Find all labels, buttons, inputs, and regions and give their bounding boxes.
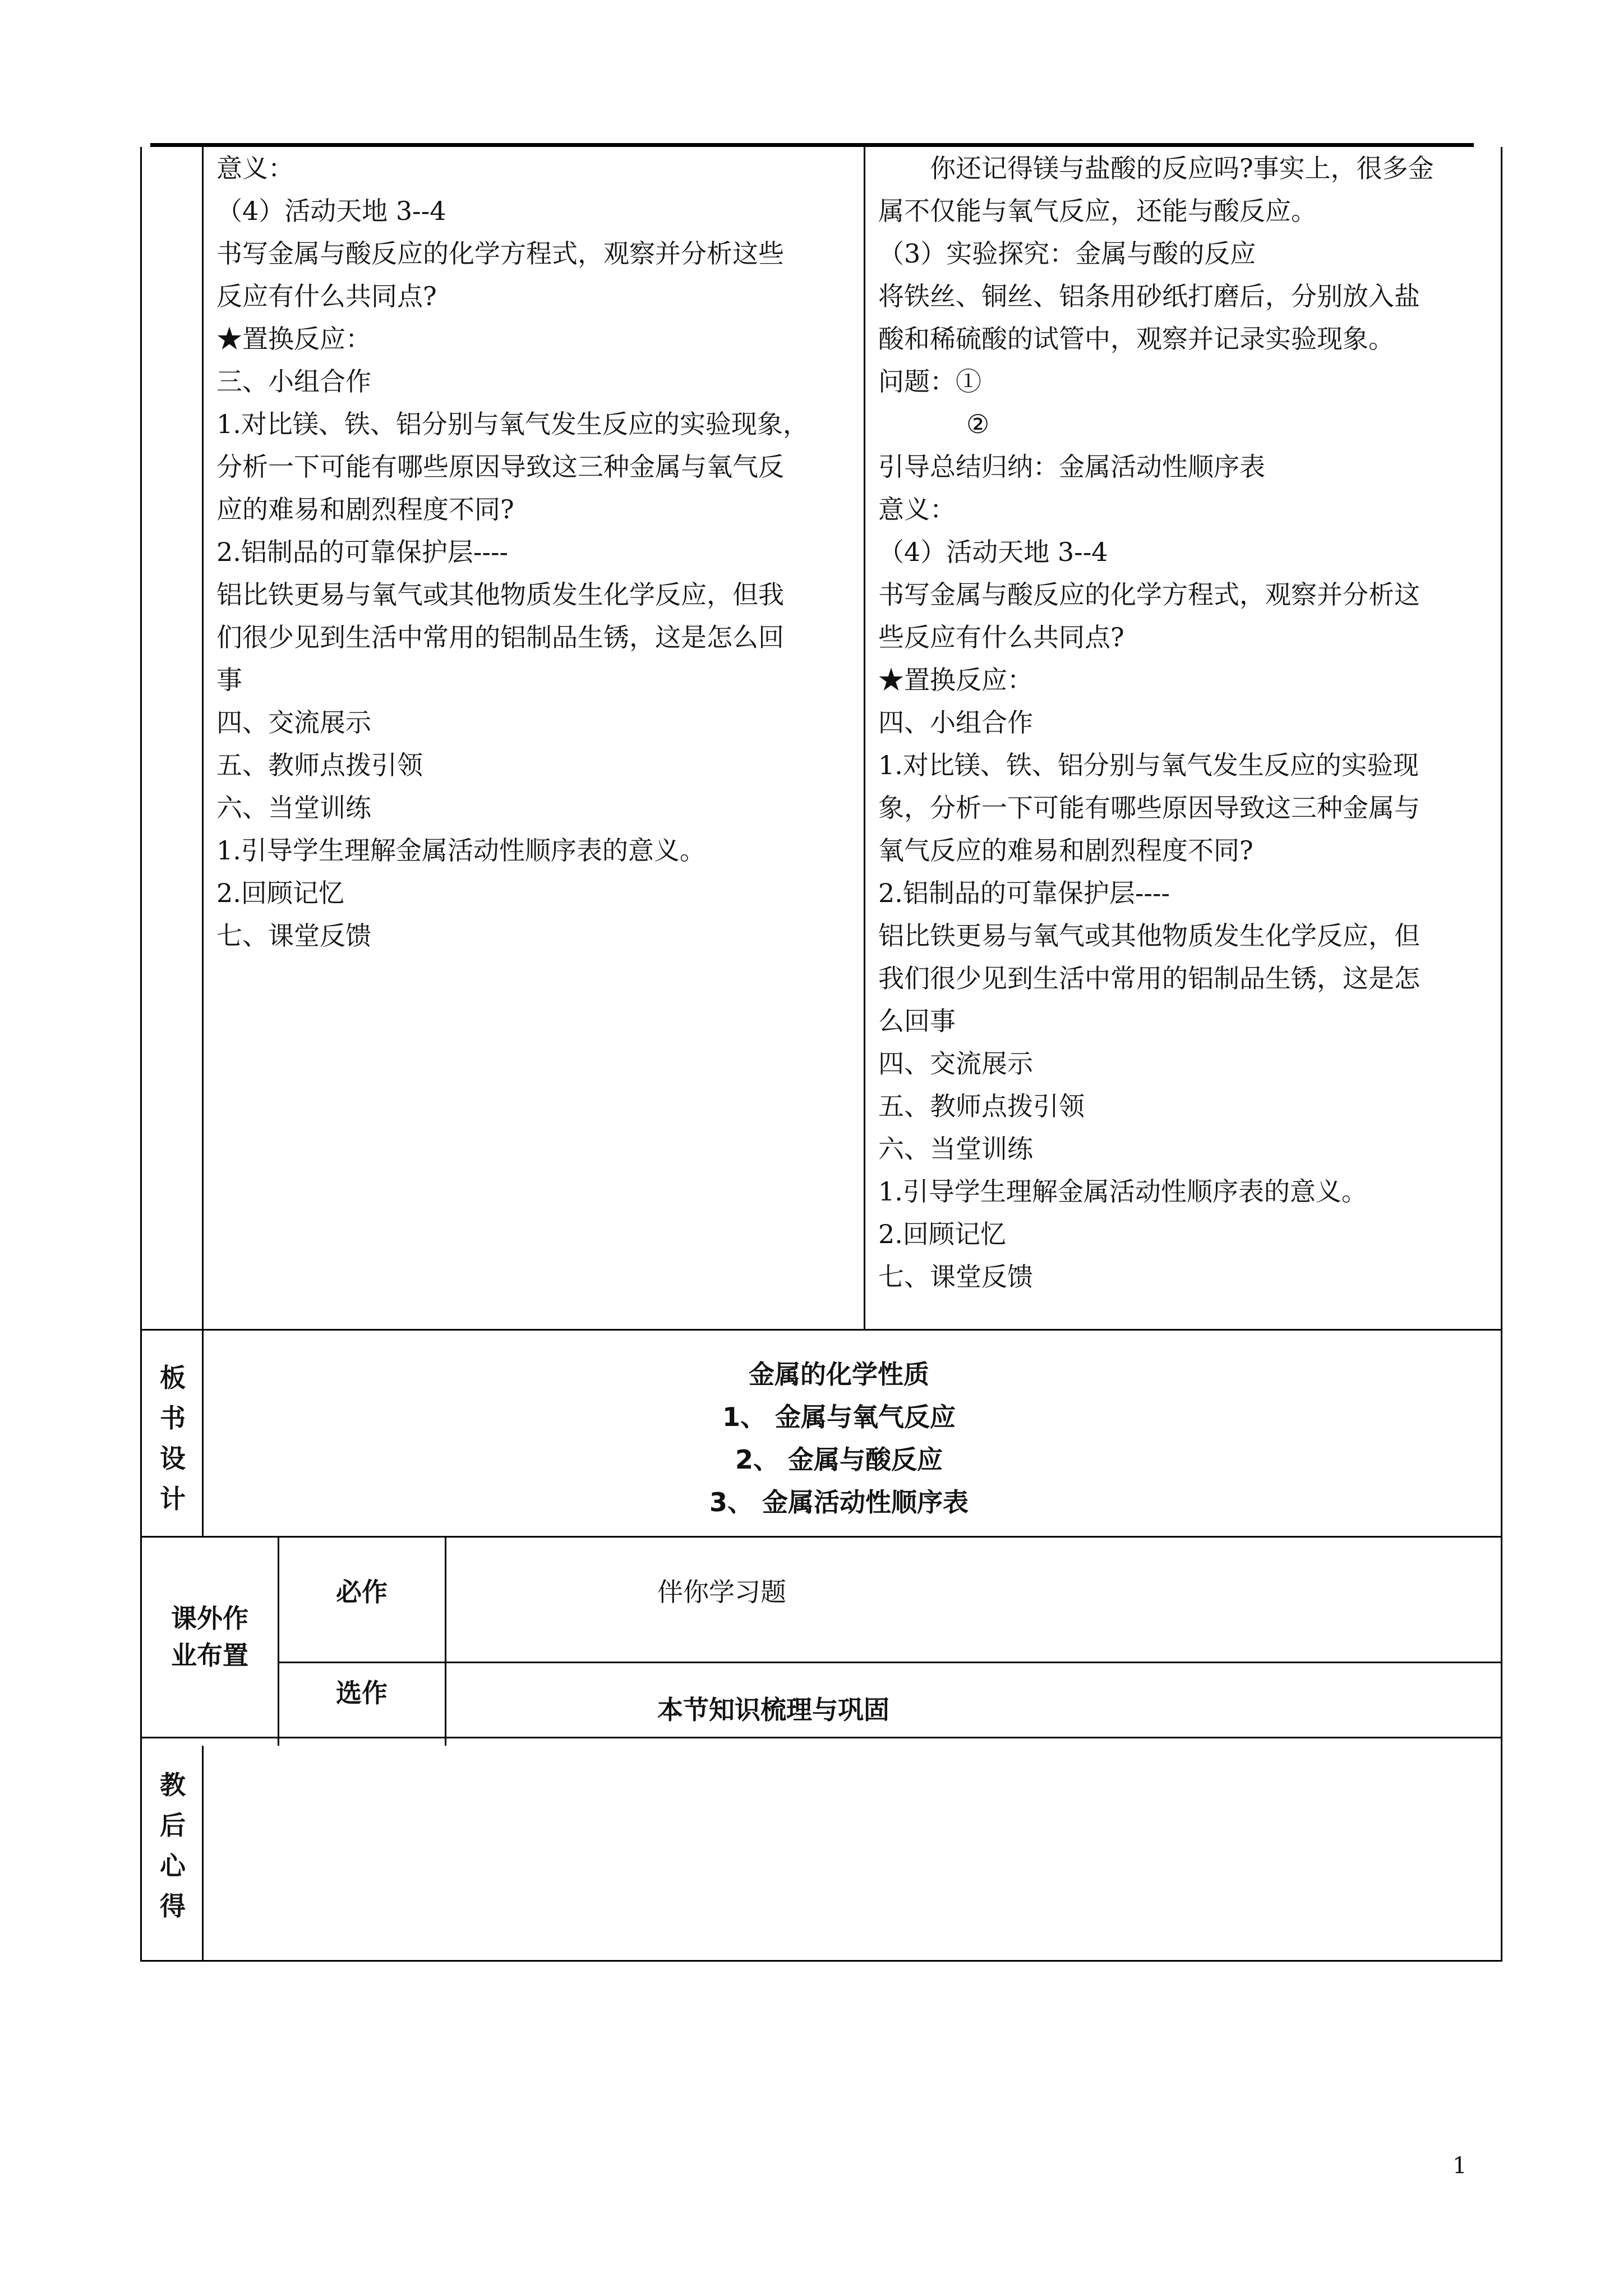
right-line: （4）活动天地 3--4: [878, 537, 1108, 567]
table-bottom-border: [140, 1960, 1502, 1962]
row-divider-homework-split: [278, 1662, 1502, 1663]
left-line: 分析一下可能有哪些原因导致这三种金属与氧气反: [216, 452, 784, 482]
left-line: 铝比铁更易与氧气或其他物质发生化学反应，但我: [216, 579, 784, 610]
label-char: 教: [160, 1770, 186, 1800]
right-line: 1.对比镁、铁、铝分别与氧气发生反应的实验现: [878, 750, 1419, 780]
left-line: 1.对比镁、铁、铝分别与氧气发生反应的实验现象，: [216, 409, 809, 439]
left-line: 意义：: [216, 153, 294, 183]
board-line: 1、 金属与氧气反应: [722, 1402, 956, 1432]
left-line: 四、交流展示: [216, 707, 371, 738]
right-line: 书写金属与酸反应的化学方程式，观察并分析这: [878, 579, 1420, 610]
left-line: 五、教师点拨引领: [216, 750, 423, 780]
left-line: 们很少见到生活中常用的铝制品生锈，这是怎么回: [216, 622, 784, 652]
row-divider-homework: [140, 1536, 1502, 1538]
right-line: 象，分析一下可能有哪些原因导致这三种金属与: [878, 793, 1420, 823]
right-line: 酸和稀硫酸的试管中，观察并记录实验现象。: [878, 324, 1394, 354]
board-line: 3、 金属活动性顺序表: [709, 1487, 969, 1517]
right-line: ★置换反应：: [878, 665, 1033, 695]
label-char: 心: [160, 1851, 186, 1881]
label-char: 书: [160, 1403, 186, 1433]
right-line: 2.回顾记忆: [878, 1219, 1006, 1249]
content-column-divider: [864, 147, 865, 1329]
right-line: 属不仅能与氧气反应，还能与酸反应。: [878, 196, 1317, 226]
right-line: 将铁丝、铜丝、铝条用砂纸打磨后，分别放入盐: [878, 281, 1420, 311]
board-title: 金属的化学性质: [749, 1359, 929, 1389]
right-line: ②: [966, 409, 990, 439]
label-char: 后: [160, 1810, 186, 1841]
left-column-text: [216, 147, 809, 957]
right-line: 铝比铁更易与氧气或其他物质发生化学反应，但: [878, 921, 1420, 951]
right-column-text: [878, 147, 1434, 1298]
right-line: 你还记得镁与盐酸的反应吗?事实上，很多金: [930, 153, 1434, 183]
reflection-label: [147, 1765, 199, 1926]
left-line: 应的难易和剧烈程度不同?: [216, 494, 514, 524]
required-label: 必作: [336, 1577, 388, 1607]
left-line: ★置换反应：: [216, 324, 371, 354]
left-line: 六、当堂训练: [216, 793, 371, 823]
right-line: 四、小组合作: [878, 707, 1033, 738]
label-column-divider-lower: [202, 1746, 204, 1962]
left-line: 七、课堂反馈: [216, 921, 371, 951]
homework-label: [144, 1600, 276, 1674]
required-value: 伴你学习题: [657, 1577, 786, 1607]
left-line: 书写金属与酸反应的化学方程式，观察并分析这些: [216, 238, 784, 269]
label-char: 得: [160, 1891, 186, 1921]
right-line: 六、当堂训练: [878, 1134, 1033, 1164]
right-line: （3）实验探究：金属与酸的反应: [878, 238, 1256, 269]
left-line: 反应有什么共同点?: [216, 281, 437, 311]
left-line: 三、小组合作: [216, 366, 371, 397]
right-line: 引导总结归纳：金属活动性顺序表: [878, 452, 1265, 482]
row-divider-board: [140, 1329, 1502, 1331]
left-line: 事: [216, 665, 242, 695]
top-rule: [150, 143, 1474, 147]
board-design-label: [147, 1358, 199, 1519]
table-left-border: [140, 147, 142, 1962]
right-line: 四、交流展示: [878, 1048, 1033, 1079]
right-line: 1.引导学生理解金属活动性顺序表的意义。: [878, 1176, 1367, 1207]
left-line: （4）活动天地 3--4: [216, 196, 446, 226]
label-line: 课外作: [171, 1603, 248, 1634]
left-line: 2.回顾记忆: [216, 878, 344, 908]
right-line: 意义：: [878, 494, 956, 524]
left-line: 1.引导学生理解金属活动性顺序表的意义。: [216, 835, 706, 866]
row-divider-reflection: [140, 1737, 1502, 1738]
board-design-content: [202, 1353, 1476, 1524]
optional-value: 本节知识梳理与巩固: [657, 1695, 889, 1725]
right-line: 七、课堂反馈: [878, 1262, 1033, 1292]
right-line: 2.铝制品的可靠保护层----: [878, 878, 1170, 908]
optional-label: 选作: [336, 1678, 388, 1708]
right-line: 问题：①: [878, 366, 981, 397]
homework-type-divider: [445, 1537, 446, 1746]
board-line: 2、 金属与酸反应: [735, 1444, 943, 1475]
left-line: 2.铝制品的可靠保护层----: [216, 537, 509, 567]
table-right-border: [1501, 147, 1502, 1962]
right-line: 些反应有什么共同点?: [878, 622, 1124, 652]
label-line: 业布置: [171, 1640, 248, 1671]
right-line: 我们很少见到生活中常用的铝制品生锈，这是怎: [878, 963, 1420, 993]
page-number: 1: [1453, 2153, 1467, 2179]
label-char: 设: [160, 1443, 186, 1474]
label-char: 计: [160, 1484, 186, 1514]
label-char: 板: [160, 1363, 186, 1393]
right-line: 五、教师点拨引领: [878, 1091, 1085, 1121]
homework-label-divider: [278, 1537, 279, 1746]
right-line: 么回事: [878, 1006, 956, 1036]
right-line: 氧气反应的难易和剧烈程度不同?: [878, 835, 1253, 866]
